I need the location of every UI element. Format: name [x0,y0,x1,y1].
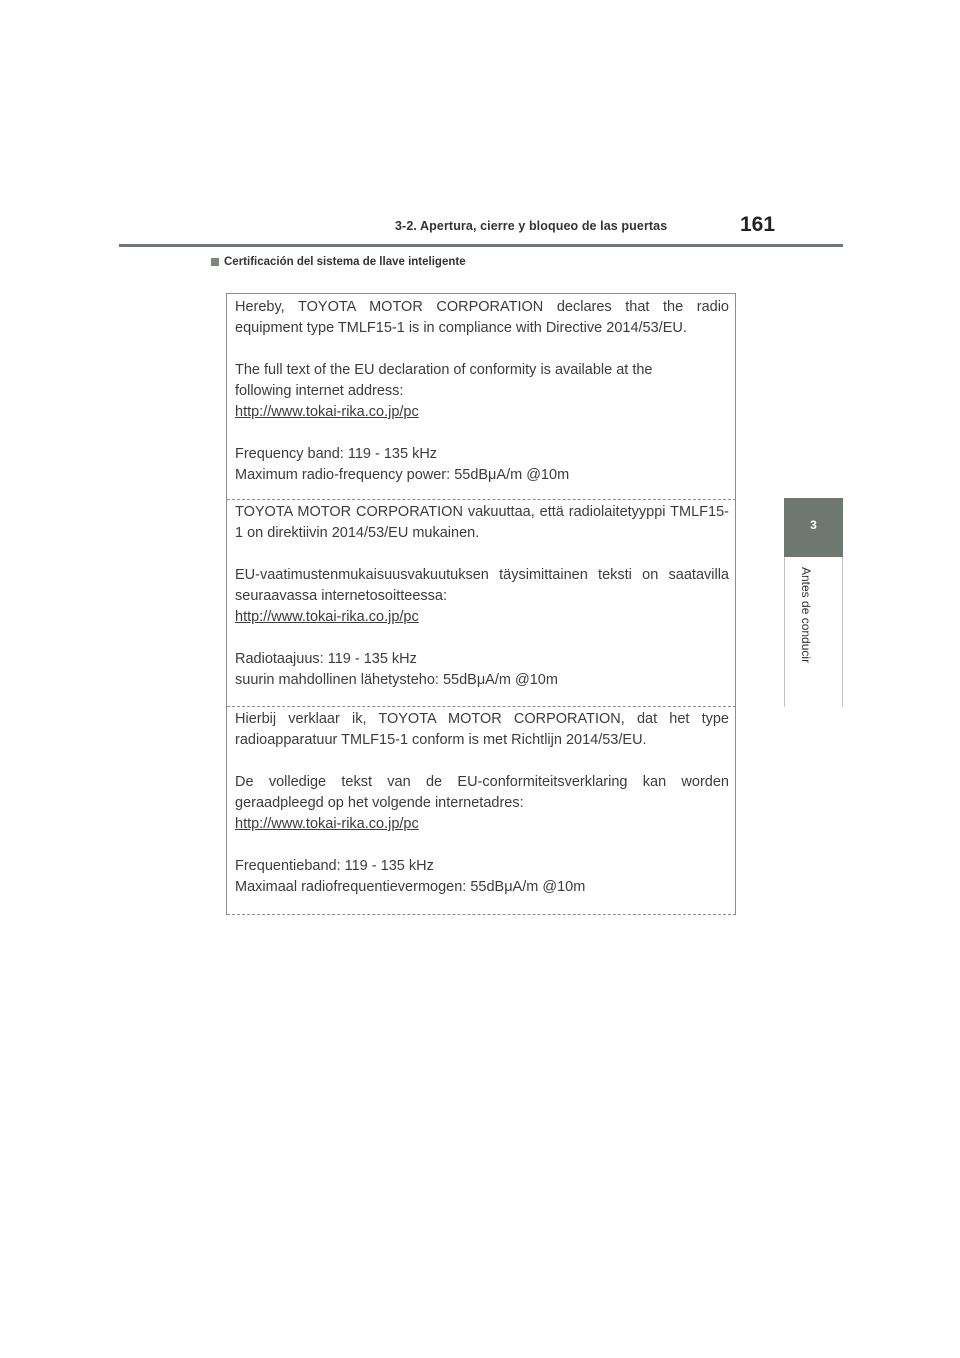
availability-text: De volledige tekst van de EU-conformiteitsverklaring kan worden geraadpleegd op het volgende internetadres: [235,774,729,811]
certification-finnish [227,502,736,707]
declaration-text: Hereby, TOYOTA MOTOR CORPORATION declares that the radio equipment type TMLF15-1 is in compliance with Directive 2014/53/EU. [235,299,729,336]
declaration-url-link[interactable]: http://www.tokai-rika.co.jp/pc [235,609,419,625]
radio-power-text: Maximaal radiofrequentievermogen: 55dBμA/m @10m [235,879,586,895]
frequency-band-text: Radiotaajuus: 119 - 135 kHz [235,651,417,667]
section-heading-text: Certificación del sistema de llave inteligente [224,256,466,268]
declaration-text: Hierbij verklaar ik, TOYOTA MOTOR CORPORATION, dat het type radioapparatuur TMLF15-1 conform is met Richtlijn 2014/53/EU. [235,711,729,748]
chapter-title: Antes de conducir [799,567,813,664]
availability-text-line1: The full text of the EU declaration of conformity is available at the [235,362,653,378]
chapter-tab [784,498,843,557]
certification-dutch [227,709,736,915]
chapter-number: 3 [810,518,817,532]
declaration-url-link[interactable]: http://www.tokai-rika.co.jp/pc [235,816,419,832]
availability-text-line2: following internet address: [235,383,404,399]
radio-power-text: Maximum radio-frequency power: 55dBμA/m @10m [235,467,570,483]
header-divider [119,244,843,247]
page-number: 161 [740,213,776,236]
availability-text: EU-vaatimustenmukaisuusvakuutuksen täysimittainen teksti on saatavilla seuraavassa internetosoitteessa: [235,567,729,604]
frequency-band-text: Frequentieband: 119 - 135 kHz [235,858,434,874]
frequency-band-text: Frequency band: 119 - 135 kHz [235,446,438,462]
certification-box [226,293,736,915]
declaration-text: TOYOTA MOTOR CORPORATION vakuuttaa, että radiolaitetyyppi TMLF15-1 on direktiivin 2014/53/EU mukainen. [235,504,729,541]
square-bullet-icon [211,258,219,266]
header-section-title: 3-2. Apertura, cierre y bloqueo de las puertas [395,219,668,233]
declaration-url-link[interactable]: http://www.tokai-rika.co.jp/pc [235,404,419,420]
section-heading [211,256,466,268]
chapter-side-strip [784,557,843,707]
certification-english [227,297,736,500]
radio-power-text: suurin mahdollinen lähetysteho: 55dBμA/m @10m [235,672,558,688]
